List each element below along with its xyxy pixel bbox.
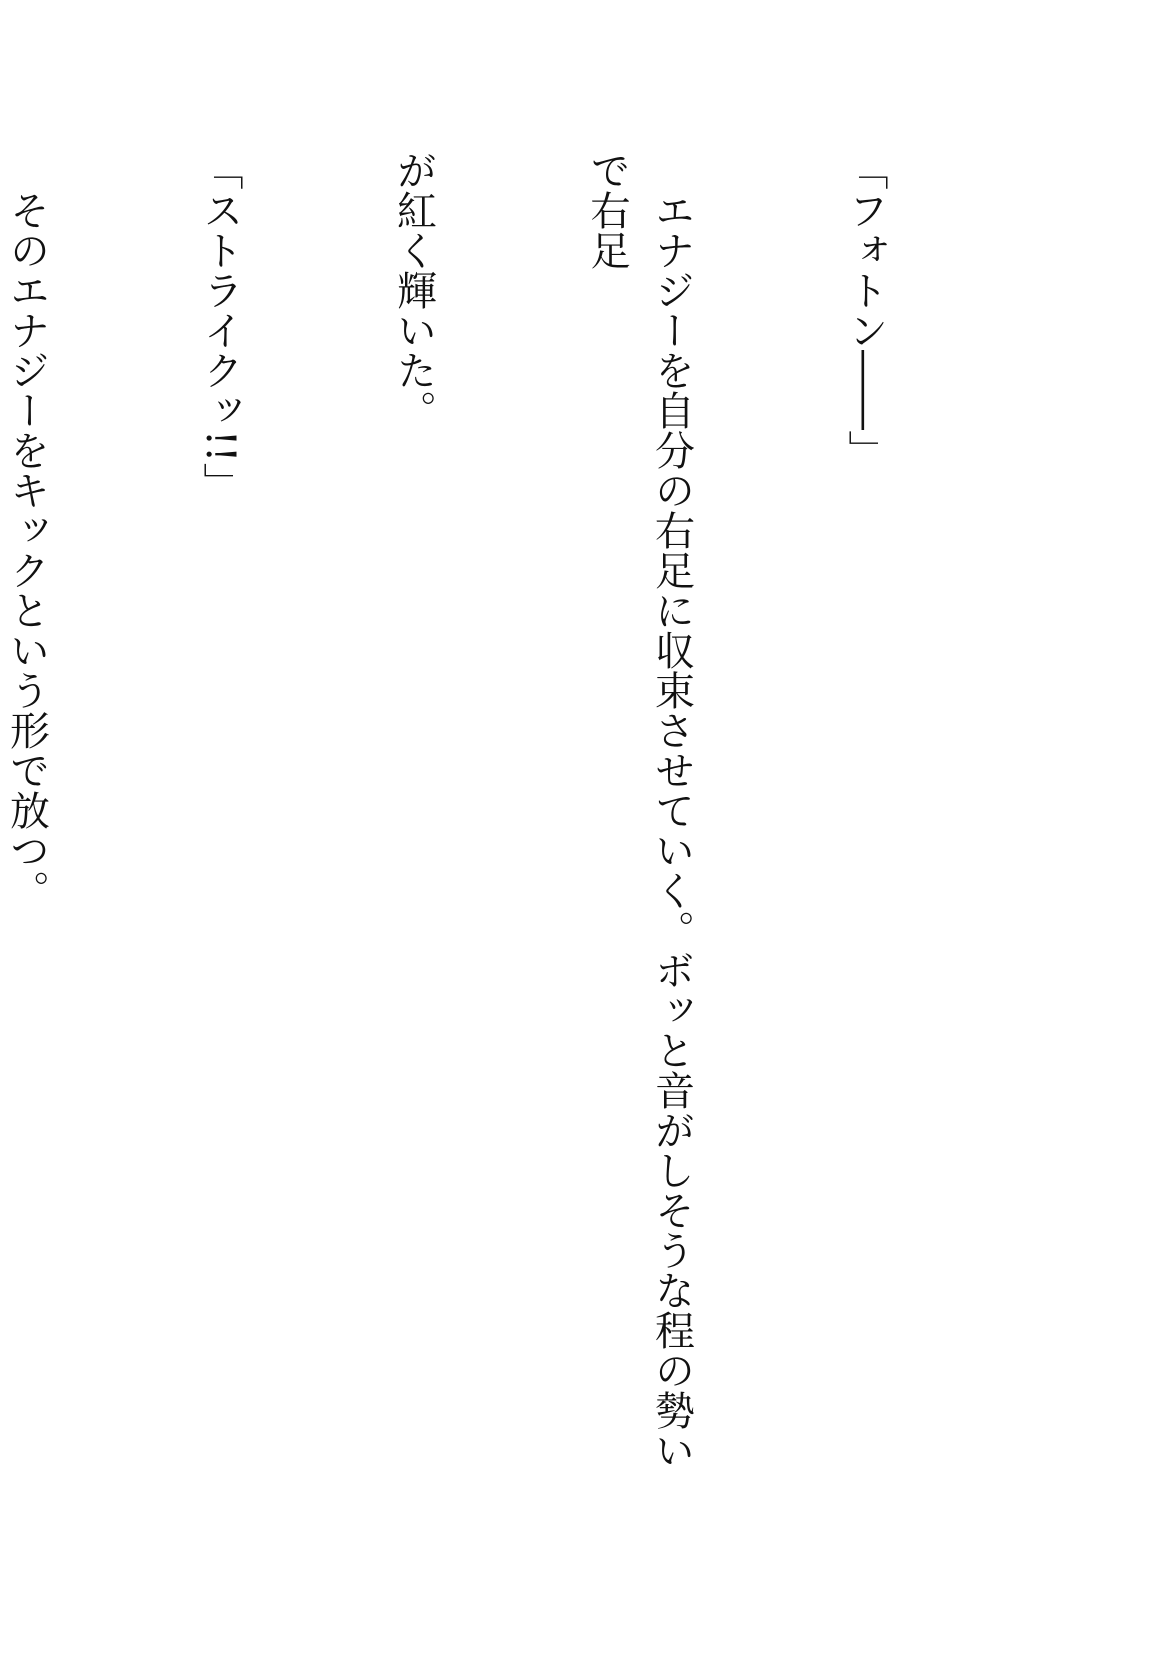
text-line: そのエナジーをキックという形で放つ。 xyxy=(3,150,50,910)
text-line: 「フォトン――」 xyxy=(842,150,888,470)
vertical-text-body xyxy=(3,150,1026,1470)
text-line: エナジーを自分の右足に収束させていく。ボッと音がしそうな程の勢いで右足 xyxy=(584,150,695,1470)
text-line: 「ストライクッ!!」 xyxy=(197,150,243,503)
text-line: が紅く輝いた。 xyxy=(390,150,437,430)
